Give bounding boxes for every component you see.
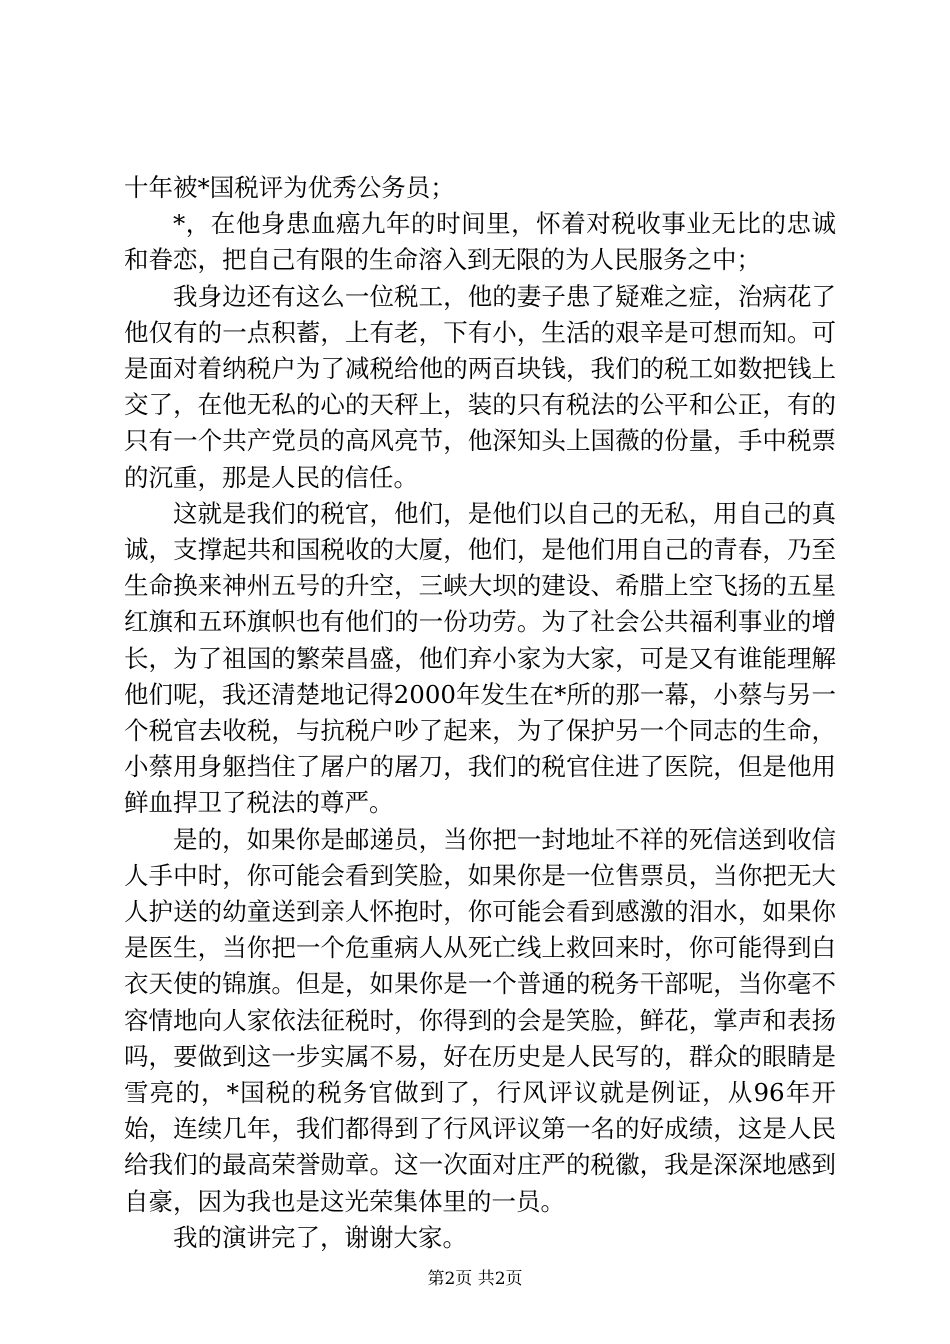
paragraph-2: *，在他身患血癌九年的时间里，怀着对税收事业无比的忠诚和眷恋，把自己有限的生命溶入到无限的为人民服务之中； bbox=[124, 209, 836, 275]
document-body bbox=[124, 170, 836, 1256]
paragraph-6: 我的演讲完了，谢谢大家。 bbox=[173, 1222, 467, 1252]
page-number-label: 第2页 共2页 bbox=[427, 1269, 523, 1289]
paragraph-3: 我身边还有这么一位税工，他的妻子患了疑难之症，治病花了他仅有的一点积蓄，上有老，下有小，生活的艰辛是可想而知。可是面对着纳税户为了减税给他的两百块钱，我们的税工如数把钱上交了，在他无私的心的天秤上，装的只有税法的公平和公正，有的只有一个共产党员的高风亮节，他深知头上国薇的份量，手中税票的沉重，那是人民的信任。 bbox=[124, 281, 836, 492]
paragraph-1: 十年被*国税评为优秀公务员； bbox=[124, 173, 455, 202]
paragraph-5: 是的，如果你是邮递员，当你把一封地址不祥的死信送到收信人手中时，你可能会看到笑脸，如果你是一位售票员，当你把无大人护送的幼童送到亲人怀抱时，你可能会看到感激的泪水，如果你是医生，当你把一个危重病人从死亡线上救回来时，你可能得到白衣天使的锦旗。但是，如果你是一个普通的税务干部呢，当你毫不容情地向人家依法征税时，你得到的会是笑脸，鲜花，掌声和表扬吗，要做到这一步实属不易，好在历史是人民写的，群众的眼睛是雪亮的，*国税的税务官做到了，行风评议就是例证，从96年开始，连续几年，我们都得到了行风评议第一名的好成绩，这是人民给我们的最高荣誉勋章。这一次面对庄严的税徽，我是深深地感到自豪，因为我也是这光荣集体里的一员。 bbox=[124, 824, 836, 1216]
page-footer bbox=[0, 1268, 950, 1290]
paragraph-4: 这就是我们的税官，他们，是他们以自己的无私，用自己的真诚，支撑起共和国税收的大厦，他们，是他们用自己的青春，乃至生命换来神州五号的升空，三峡大坝的建设、希腊上空飞扬的五星红旗和五环旗帜也有他们的一份功劳。为了社会公共福利事业的增长，为了祖国的繁荣昌盛，他们弃小家为大家，可是又有谁能理解他们呢，我还清楚地记得2000年发生在*所的那一幕，小蔡与另一个税官去收税，与抗税户吵了起来，为了保护另一个同志的生命，小蔡用身躯挡住了屠户的屠刀，我们的税官住进了医院，但是他用鲜血捍卫了税法的尊严。 bbox=[124, 498, 836, 818]
